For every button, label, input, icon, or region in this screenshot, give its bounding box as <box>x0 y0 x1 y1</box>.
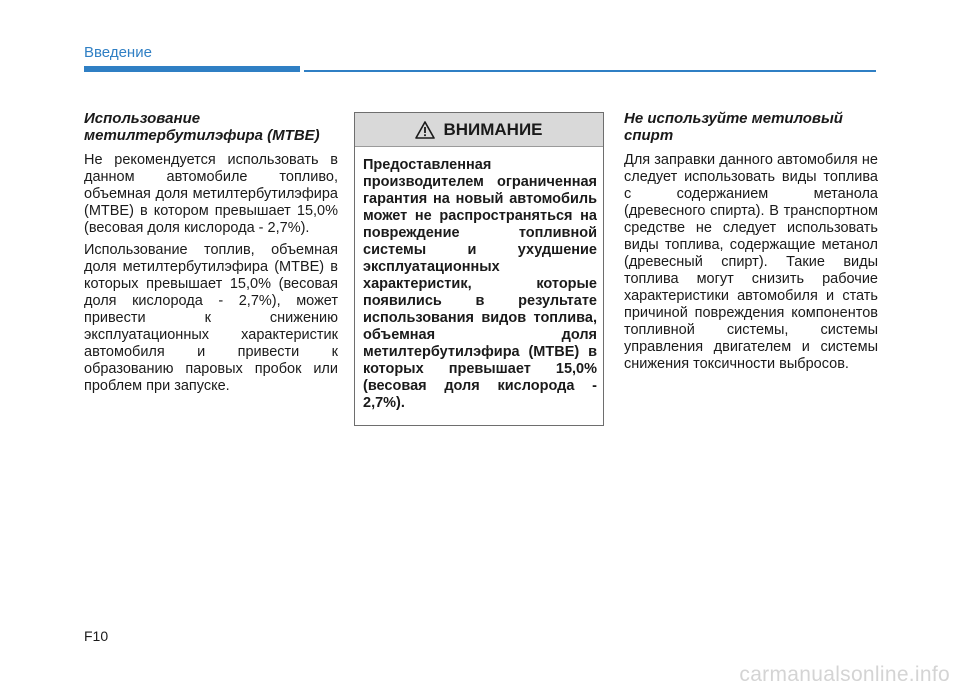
warning-text: Предоставленная производителем ограниченная гарантия на новый автомобиль может не распространяться на повреждение топливной системы и ухудшение эксплуатационных характеристик, которые появились в результате использования видов топлива, объемная доля метилтербутилэфира (MTBE) в которых превышает 15,0% (весовая доля кислорода - 2,7%). <box>363 157 597 411</box>
warning-header <box>355 113 603 147</box>
left-column <box>84 110 338 400</box>
warning-box <box>354 112 604 426</box>
header-rule-thin <box>304 70 876 72</box>
methanol-heading: Не используйте метиловый спирт <box>624 110 843 144</box>
page-number: F10 <box>84 628 109 644</box>
watermark: carmanualsonline.info <box>739 663 950 686</box>
mtbe-paragraph-1: Не рекомендуется использовать в данном автомобиле топливо, объемная доля метилтербутилэфира (MTBE) в котором превышает 15,0% (весовая доля кислорода - 2,7%). <box>84 152 338 236</box>
section-title: Введение <box>84 44 152 61</box>
warning-triangle-icon <box>415 121 435 139</box>
right-column <box>624 110 878 378</box>
methanol-paragraph: Для заправки данного автомобиля не следует использовать виды топлива с содержанием метанола (древесного спирта). В транспортном средстве не следует использовать виды топлива, содержащие метанол (древесный спирт). Такие виды топлива могут снизить рабочие характеристики автомобиля и стать причиной повреждения компонентов топливной системы, системы управления двигателем и системы снижения токсичности выбросов. <box>624 152 878 372</box>
mtbe-heading: Использование метилтербутилэфира (MTBE) <box>84 110 320 144</box>
header-rule-thick <box>84 66 300 72</box>
mtbe-paragraph-2: Использование топлив, объемная доля метилтербутилэфира (MTBE) в которых превышает 15,0% (весовая доля кислорода - 2,7%), может привести к снижению эксплуатационных характеристик автомобиля и привести к образованию паровых пробок или проблем при запуске. <box>84 242 338 394</box>
warning-title: ВНИМАНИЕ <box>443 119 543 139</box>
